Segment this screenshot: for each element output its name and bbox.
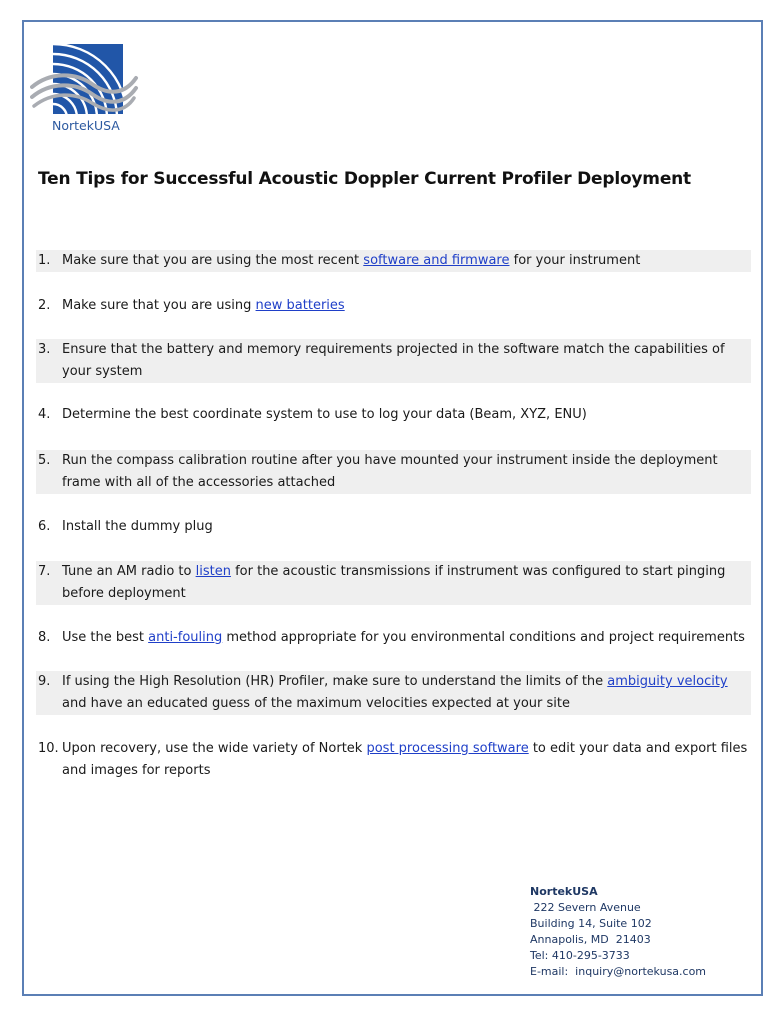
tip-text: Make sure that you are using: [62, 298, 256, 313]
post-processing-software-link[interactable]: post processing software: [366, 741, 529, 756]
tip-text: Run the compass calibration routine after you have mounted your instrument inside the deployment frame with all of the accessories attached: [62, 453, 718, 490]
tip-text: If using the High Resolution (HR) Profiler, make sure to understand the limits of the: [62, 674, 608, 689]
tip-item: [36, 339, 751, 383]
tip-number: 1.: [38, 253, 51, 268]
listen-link[interactable]: listen: [195, 564, 231, 579]
tip-number: 10.: [38, 741, 59, 756]
page-border: [22, 20, 763, 996]
contact-city: Annapolis, MD 21403: [530, 933, 651, 946]
tip-text: Make sure that you are using the most recent: [62, 253, 364, 268]
tip-text: Use the best: [62, 630, 149, 645]
tip-item: [36, 738, 751, 782]
tip-item: [36, 404, 751, 426]
tip-item: [36, 627, 751, 649]
tip-text: for your instrument: [509, 253, 641, 268]
tip-number: 7.: [38, 564, 51, 579]
tip-text: for the acoustic transmissions if instrument was configured to start pinging before deployment: [62, 564, 726, 601]
tip-item: [36, 295, 751, 317]
anti-fouling-link[interactable]: anti-fouling: [148, 630, 223, 645]
contact-org: NortekUSA: [530, 885, 598, 898]
tip-item: [36, 250, 751, 272]
ambiguity-velocity-link[interactable]: ambiguity velocity: [607, 674, 728, 689]
logo-text: NortekUSA: [52, 118, 120, 133]
tip-number: 2.: [38, 298, 51, 313]
new-batteries-link[interactable]: new batteries: [255, 298, 345, 313]
tip-item: [36, 450, 751, 494]
tip-text: Ensure that the battery and memory requirements projected in the software match the capabilities of your system: [62, 342, 725, 379]
tip-number: 5.: [38, 453, 51, 468]
tip-text: Install the dummy plug: [62, 519, 213, 534]
contact-email: E-mail: inquiry@nortekusa.com: [530, 965, 707, 978]
tip-text: Upon recovery, use the wide variety of Nortek: [62, 741, 367, 756]
tip-number: 9.: [38, 674, 51, 689]
contact-address-line2: Building 14, Suite 102: [530, 917, 652, 930]
tip-item: [36, 516, 751, 538]
tip-text: method appropriate for you environmental conditions and project requirements: [222, 630, 745, 645]
tip-item: [36, 671, 751, 715]
tip-text: Determine the best coordinate system to use to log your data (Beam, XYZ, ENU): [62, 407, 587, 422]
contact-phone: Tel: 410-295-3733: [530, 949, 630, 962]
contact-address-line1: 222 Severn Avenue: [530, 901, 641, 914]
tip-number: 3.: [38, 342, 51, 357]
tip-number: 4.: [38, 407, 51, 422]
contact-block: [530, 884, 706, 980]
tip-text: to edit your data and export files and images for reports: [62, 741, 748, 778]
tip-item: [36, 561, 751, 605]
tip-number: 8.: [38, 630, 51, 645]
tip-number: 6.: [38, 519, 51, 534]
tip-text: Tune an AM radio to: [62, 564, 196, 579]
tip-text: and have an educated guess of the maximum velocities expected at your site: [62, 696, 570, 711]
software-firmware-link[interactable]: software and firmware: [363, 253, 510, 268]
document-title: Ten Tips for Successful Acoustic Doppler Current Profiler Deployment: [38, 169, 691, 189]
